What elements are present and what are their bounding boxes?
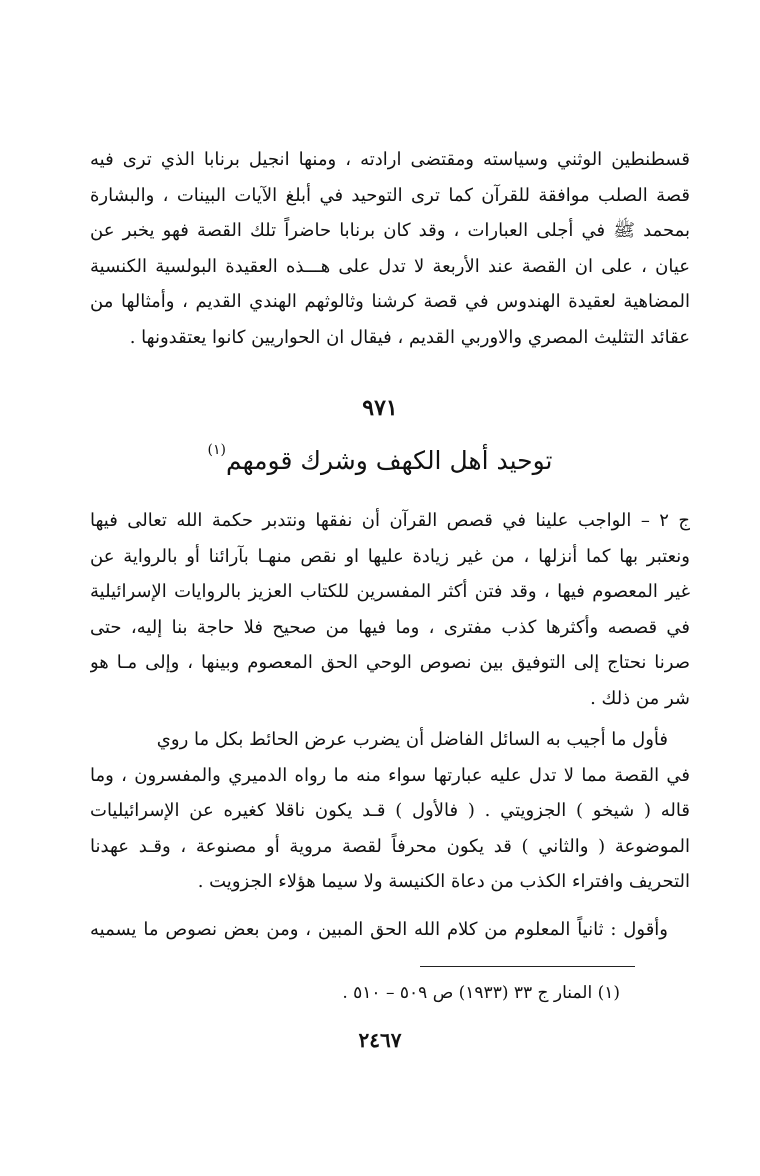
paragraph-line: المضاهية لعقيدة الهندوس في قصة كرشنا وثالوثهم الهندي القديم ، وأمثالها من xyxy=(90,291,690,312)
section-title xyxy=(0,441,760,475)
paragraph-line: قاله ( شيخو ) الجزويتي . ( فالأول ) قـد يكون ناقلا كغيره عن الإسرائيليات xyxy=(90,800,690,821)
paragraph-line: في القصة مما لا تدل عليه عبارتها سواء منه ما رواه الدميري والمفسرون ، وما xyxy=(90,764,690,786)
paragraph-line: ج ٢ – الواجب علينا في قصص القرآن أن نفقها ونتدبر حكمة الله تعالى فيها xyxy=(90,510,690,531)
section-number: ٩٧١ xyxy=(362,395,398,421)
paragraph-line: غير المعصوم فيها ، وقد فتن أكثر المفسرين للكتاب العزيز بالروايات الإسرائيلية xyxy=(90,581,690,602)
paragraph-line: عقائد التثليث المصري والاوربي القديم ، فيقال ان الحواريين كانوا يعتقدونها . xyxy=(129,326,690,348)
footnote-divider xyxy=(420,966,635,967)
paragraph-line: قصة الصلب موافقة للقرآن كما ترى التوحيد في أبلغ الآيات البينات ، والبشارة xyxy=(90,184,690,206)
page-number: ٢٤٦٧ xyxy=(358,1028,402,1052)
paragraph-line: في قصصه وأكثرها كذب مفترى ، وما فيها من صحيح فلا حاجة بنا إليه، حتى xyxy=(90,616,690,638)
paragraph-1 xyxy=(90,142,690,355)
paragraph-line: فأول ما أجيب به السائل الفاضل أن يضرب عرض الحائط بكل ما روي xyxy=(156,729,668,750)
footnote: (١) المنار ج ٣٣ (١٩٣٣) ص ٥٠٩ – ٥١٠ . xyxy=(342,983,620,1003)
paragraph-2 xyxy=(90,503,690,716)
paragraph-line: قسطنطين الوثني وسياسته ومقتضى ارادته ، ومنها انجيل برنابا الذي ترى فيه xyxy=(90,149,690,170)
paragraph-line: بمحمد ﷺ في أجلى العبارات ، وقد كان برنابا حاضراً تلك القصة فهو يخبر عن xyxy=(90,220,690,241)
paragraph-4 xyxy=(90,912,690,948)
paragraph-3 xyxy=(90,722,690,900)
paragraph-line: التحريف وافتراء الكذب من دعاة الكنيسة ولا سيما هؤلاء الجزويت . xyxy=(197,871,690,892)
footnote-marker: (١) xyxy=(207,441,226,458)
section-title-text: توحيد أهل الكهف وشرك قومهم xyxy=(226,446,553,475)
paragraph-line: شر من ذلك . xyxy=(590,687,690,709)
paragraph-line: صرنا نحتاج إلى التوفيق بين نصوص الوحي الحق المعصوم وبينها ، وإلى مـا هو xyxy=(90,652,690,673)
paragraph-line: عيان ، على ان القصة عند الأربعة لا تدل على هـــذه العقيدة البولسية الكنسية xyxy=(90,255,690,277)
paragraph-line: ونعتبر بها كما أنزلها ، من غير زيادة عليها او نقص منهـا بآرائنا أو بالرواية عن xyxy=(90,545,690,567)
paragraph-line: وأقول : ثانياً المعلوم من كلام الله الحق المبين ، ومن بعض نصوص ما يسميه xyxy=(90,919,668,940)
paragraph-line: الموضوعة ( والثاني ) قد يكون محرفاً لقصة مروية أو مصنوعة ، وقـد عهدنا xyxy=(90,835,690,857)
